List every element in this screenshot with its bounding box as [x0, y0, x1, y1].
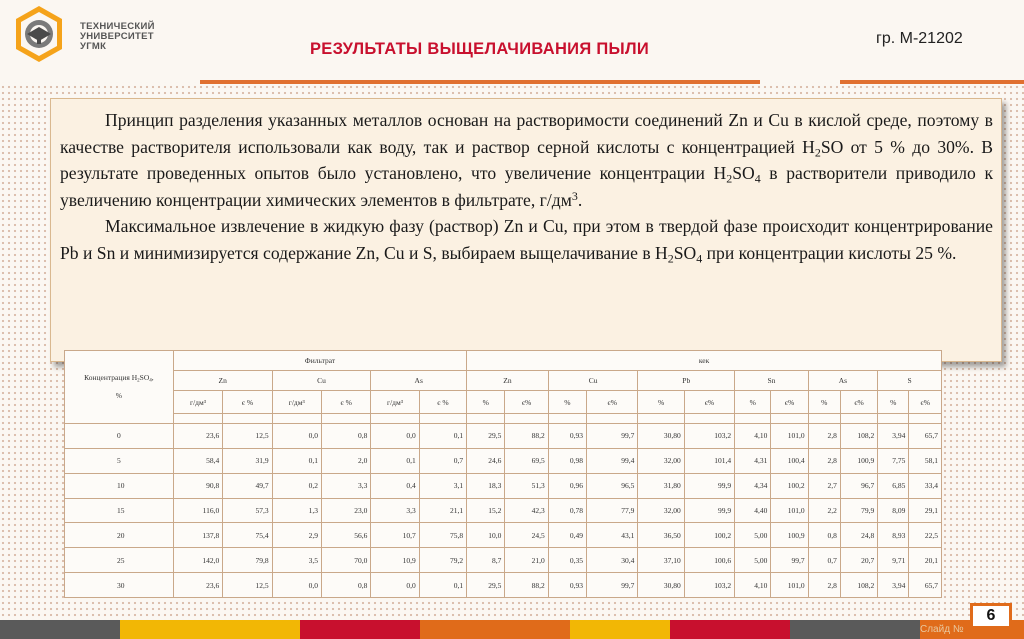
value-cell: 69,5: [505, 448, 548, 473]
value-cell: 2,0: [321, 448, 370, 473]
header-cake: кек: [467, 351, 942, 371]
filtrate-unit-header: г/дм³: [173, 391, 222, 414]
value-cell: 0,1: [419, 573, 466, 598]
text-box: [50, 98, 1002, 362]
spacer-cell: [878, 414, 909, 424]
value-cell: 51,3: [505, 473, 548, 498]
filtrate-element-header: Zn: [173, 371, 272, 391]
slide-word: Слайд №: [920, 624, 964, 635]
value-cell: 32,00: [638, 448, 684, 473]
value-cell: 101,4: [684, 448, 734, 473]
value-cell: 1,3: [272, 498, 321, 523]
cake-element-header: As: [808, 371, 878, 391]
value-cell: 0,0: [371, 573, 419, 598]
value-cell: 15,2: [467, 498, 505, 523]
value-cell: 79,2: [419, 548, 466, 573]
spacer-cell: [321, 414, 370, 424]
value-cell: 3,1: [419, 473, 466, 498]
university-logo: [10, 4, 68, 64]
p1-sub-1: 2: [814, 145, 821, 160]
value-cell: 24,8: [840, 523, 877, 548]
filtrate-unit-header: є %: [419, 391, 466, 414]
spacer-cell: [840, 414, 877, 424]
value-cell: 21,0: [505, 548, 548, 573]
spacer-cell: [223, 414, 272, 424]
concentration-cell: 0: [65, 423, 174, 448]
value-cell: 8,7: [467, 548, 505, 573]
value-cell: 108,2: [840, 573, 877, 598]
value-cell: 4,40: [735, 498, 771, 523]
value-cell: 9,71: [878, 548, 909, 573]
value-cell: 56,6: [321, 523, 370, 548]
spacer-cell: [371, 414, 419, 424]
value-cell: 58,1: [909, 448, 942, 473]
value-cell: 65,7: [909, 423, 942, 448]
value-cell: 99,4: [587, 448, 638, 473]
value-cell: 99,9: [684, 498, 734, 523]
value-cell: 32,00: [638, 498, 684, 523]
cake-element-header: Sn: [735, 371, 809, 391]
table-row: [65, 523, 942, 548]
value-cell: 100,9: [840, 448, 877, 473]
stripe: [0, 620, 120, 639]
p1-text-d: в растворители приводило к увеличению концентрации химических элементов в фильтрате, г/дм: [60, 163, 993, 210]
value-cell: 0,8: [321, 573, 370, 598]
value-cell: 4,34: [735, 473, 771, 498]
value-cell: 100,2: [771, 473, 808, 498]
value-cell: 0,1: [272, 448, 321, 473]
value-cell: 88,2: [505, 423, 548, 448]
concentration-cell: 5: [65, 448, 174, 473]
cake-unit-header: %: [735, 391, 771, 414]
value-cell: 79,8: [223, 548, 272, 573]
cake-unit-header: є%: [587, 391, 638, 414]
value-cell: 37,10: [638, 548, 684, 573]
value-cell: 12,5: [223, 423, 272, 448]
table-row: [65, 548, 942, 573]
value-cell: 0,7: [419, 448, 466, 473]
concentration-cell: 10: [65, 473, 174, 498]
table-row: [65, 573, 942, 598]
value-cell: 12,5: [223, 573, 272, 598]
value-cell: 100,2: [684, 523, 734, 548]
value-cell: 96,7: [840, 473, 877, 498]
value-cell: 5,00: [735, 548, 771, 573]
cake-unit-header: %: [467, 391, 505, 414]
filtrate-unit-header: є %: [223, 391, 272, 414]
cake-element-header: Zn: [467, 371, 549, 391]
value-cell: 24,6: [467, 448, 505, 473]
value-cell: 42,3: [505, 498, 548, 523]
concentration-cell: 25: [65, 548, 174, 573]
concentration-cell: 15: [65, 498, 174, 523]
value-cell: 8,09: [878, 498, 909, 523]
filtrate-unit-header: г/дм³: [371, 391, 419, 414]
stripe: [420, 620, 570, 639]
spacer-cell: [419, 414, 466, 424]
value-cell: 75,4: [223, 523, 272, 548]
results-table-wrap: [64, 350, 942, 598]
p2-text-c: при концентрации кислоты 25 %.: [702, 242, 957, 263]
value-cell: 31,80: [638, 473, 684, 498]
results-table: [64, 350, 942, 598]
stripe: [120, 620, 300, 639]
spacer-cell: [467, 414, 505, 424]
p1-text-a: Принцип разделения указанных металлов основан на растворимости соединений Zn и Cu в кислой среде, поэтому в качестве растворителя использовали как воду, так и раствор серной кислоты с концентрацией H: [60, 110, 993, 157]
stripe: [570, 620, 670, 639]
value-cell: 3,94: [878, 573, 909, 598]
value-cell: 8,93: [878, 523, 909, 548]
cake-unit-header: %: [878, 391, 909, 414]
stripe: [300, 620, 420, 639]
value-cell: 99,9: [684, 473, 734, 498]
value-cell: 99,7: [587, 573, 638, 598]
value-cell: 5,00: [735, 523, 771, 548]
concentration-cell: 30: [65, 573, 174, 598]
slide-number: 6: [970, 603, 1012, 629]
header-filtrate: Фильтрат: [173, 351, 466, 371]
table-row: [65, 448, 942, 473]
value-cell: 18,3: [467, 473, 505, 498]
value-cell: 142,0: [173, 548, 222, 573]
value-cell: 21,1: [419, 498, 466, 523]
value-cell: 0,1: [371, 448, 419, 473]
cake-unit-header: є%: [909, 391, 942, 414]
p1-text-e: .: [577, 189, 583, 210]
value-cell: 75,8: [419, 523, 466, 548]
value-cell: 88,2: [505, 573, 548, 598]
value-cell: 0,93: [548, 423, 586, 448]
value-cell: 29,5: [467, 573, 505, 598]
stripe: [790, 620, 920, 639]
p2-sub-1: 2: [667, 251, 674, 266]
cake-unit-header: є%: [684, 391, 734, 414]
spacer-cell: [684, 414, 734, 424]
p1-text-c: SO: [732, 163, 755, 183]
logo-line-2: УНИВЕРСИТЕТ: [80, 31, 154, 42]
value-cell: 2,8: [808, 423, 840, 448]
value-cell: 0,0: [272, 573, 321, 598]
value-cell: 0,2: [272, 473, 321, 498]
title-underline-right: [840, 80, 1024, 84]
cake-unit-header: є%: [840, 391, 877, 414]
spacer-cell: [638, 414, 684, 424]
cake-unit-header: %: [548, 391, 586, 414]
value-cell: 0,35: [548, 548, 586, 573]
filtrate-element-header: As: [371, 371, 467, 391]
value-cell: 4,31: [735, 448, 771, 473]
value-cell: 58,4: [173, 448, 222, 473]
value-cell: 20,1: [909, 548, 942, 573]
value-cell: 4,10: [735, 423, 771, 448]
value-cell: 103,2: [684, 423, 734, 448]
value-cell: 2,7: [808, 473, 840, 498]
value-cell: 0,49: [548, 523, 586, 548]
concentration-cell: 20: [65, 523, 174, 548]
spacer-cell: [771, 414, 808, 424]
value-cell: 0,8: [808, 523, 840, 548]
value-cell: 23,6: [173, 573, 222, 598]
value-cell: 23,6: [173, 423, 222, 448]
cake-element-header: Pb: [638, 371, 735, 391]
value-cell: 6,85: [878, 473, 909, 498]
value-cell: 30,80: [638, 573, 684, 598]
p2-sub-2: 4: [696, 251, 703, 266]
value-cell: 100,6: [684, 548, 734, 573]
value-cell: 36,50: [638, 523, 684, 548]
p2-text-b: SO: [673, 242, 697, 263]
value-cell: 0,1: [419, 423, 466, 448]
p1-sup: 3: [571, 188, 578, 203]
value-cell: 65,7: [909, 573, 942, 598]
value-cell: 100,4: [771, 448, 808, 473]
value-cell: 101,0: [771, 423, 808, 448]
p1-sub-3: 4: [754, 171, 761, 186]
value-cell: 10,7: [371, 523, 419, 548]
value-cell: 0,0: [272, 423, 321, 448]
cake-element-header: S: [878, 371, 942, 391]
value-cell: 0,98: [548, 448, 586, 473]
value-cell: 30,4: [587, 548, 638, 573]
value-cell: 57,3: [223, 498, 272, 523]
p1-text-b: SO от 5 % до 30%. В результате проведенных опытов было установлено, что увеличение концентрации H: [60, 136, 994, 183]
value-cell: 33,4: [909, 473, 942, 498]
paragraph-1: [60, 107, 993, 213]
value-cell: 70,0: [321, 548, 370, 573]
value-cell: 7,75: [878, 448, 909, 473]
spacer-cell: [808, 414, 840, 424]
value-cell: 2,8: [808, 573, 840, 598]
value-cell: 4,10: [735, 573, 771, 598]
logo-text: [80, 22, 200, 52]
table-row: [65, 423, 942, 448]
logo-line-3: УГМК: [80, 41, 107, 52]
filtrate-unit-header: є %: [321, 391, 370, 414]
value-cell: 96,5: [587, 473, 638, 498]
cake-unit-header: %: [638, 391, 684, 414]
value-cell: 10,9: [371, 548, 419, 573]
value-cell: 99,7: [587, 423, 638, 448]
bottom-stripes: [0, 620, 1024, 639]
header-concentration: Концентрация $H_2SO_4$, %: [65, 351, 174, 424]
value-cell: 137,8: [173, 523, 222, 548]
value-cell: 79,9: [840, 498, 877, 523]
p1-sub-2: 2: [726, 171, 733, 186]
value-cell: 2,9: [272, 523, 321, 548]
value-cell: 2,2: [808, 498, 840, 523]
value-cell: 0,93: [548, 573, 586, 598]
value-cell: 31,9: [223, 448, 272, 473]
spacer-cell: [909, 414, 942, 424]
value-cell: 0,4: [371, 473, 419, 498]
logo-line-1: ТЕХНИЧЕСКИЙ: [80, 21, 155, 32]
cake-unit-header: є%: [505, 391, 548, 414]
value-cell: 22,5: [909, 523, 942, 548]
value-cell: 100,9: [771, 523, 808, 548]
value-cell: 77,9: [587, 498, 638, 523]
value-cell: 2,8: [808, 448, 840, 473]
value-cell: 10,0: [467, 523, 505, 548]
paragraph-2: [60, 213, 993, 266]
stripe: [670, 620, 790, 639]
filtrate-element-header: Cu: [272, 371, 371, 391]
value-cell: 0,0: [371, 423, 419, 448]
spacer-cell: [735, 414, 771, 424]
value-cell: 99,7: [771, 548, 808, 573]
cake-unit-header: %: [808, 391, 840, 414]
cake-element-header: Cu: [548, 371, 638, 391]
value-cell: 3,3: [371, 498, 419, 523]
title-underline-left: [200, 80, 760, 84]
value-cell: 101,0: [771, 498, 808, 523]
value-cell: 103,2: [684, 573, 734, 598]
value-cell: 20,7: [840, 548, 877, 573]
table-row: [65, 498, 942, 523]
group-label: гр. М-21202: [876, 30, 963, 47]
table-row: [65, 473, 942, 498]
spacer-cell: [505, 414, 548, 424]
value-cell: 0,8: [321, 423, 370, 448]
spacer-cell: [587, 414, 638, 424]
spacer-cell: [272, 414, 321, 424]
value-cell: 0,7: [808, 548, 840, 573]
slide-title: РЕЗУЛЬТАТЫ ВЫЩЕЛАЧИВАНИЯ ПЫЛИ: [310, 40, 650, 58]
value-cell: 90,8: [173, 473, 222, 498]
value-cell: 0,78: [548, 498, 586, 523]
value-cell: 49,7: [223, 473, 272, 498]
spacer-cell: [173, 414, 222, 424]
value-cell: 108,2: [840, 423, 877, 448]
spacer-cell: [548, 414, 586, 424]
value-cell: 30,80: [638, 423, 684, 448]
filtrate-unit-header: г/дм³: [272, 391, 321, 414]
cake-unit-header: є%: [771, 391, 808, 414]
value-cell: 3,94: [878, 423, 909, 448]
value-cell: 23,0: [321, 498, 370, 523]
value-cell: 29,5: [467, 423, 505, 448]
value-cell: 101,0: [771, 573, 808, 598]
value-cell: 116,0: [173, 498, 222, 523]
value-cell: 0,96: [548, 473, 586, 498]
value-cell: 3,3: [321, 473, 370, 498]
value-cell: 29,1: [909, 498, 942, 523]
p2-text-a: Максимальное извлечение в жидкую фазу (раствор) Zn и Cu, при этом в твердой фазе происходит концентрирование Pb и Sn и минимизируется содержание Zn, Cu и S, выбираем выщелачивание в H: [60, 216, 993, 263]
value-cell: 43,1: [587, 523, 638, 548]
value-cell: 3,5: [272, 548, 321, 573]
value-cell: 24,5: [505, 523, 548, 548]
